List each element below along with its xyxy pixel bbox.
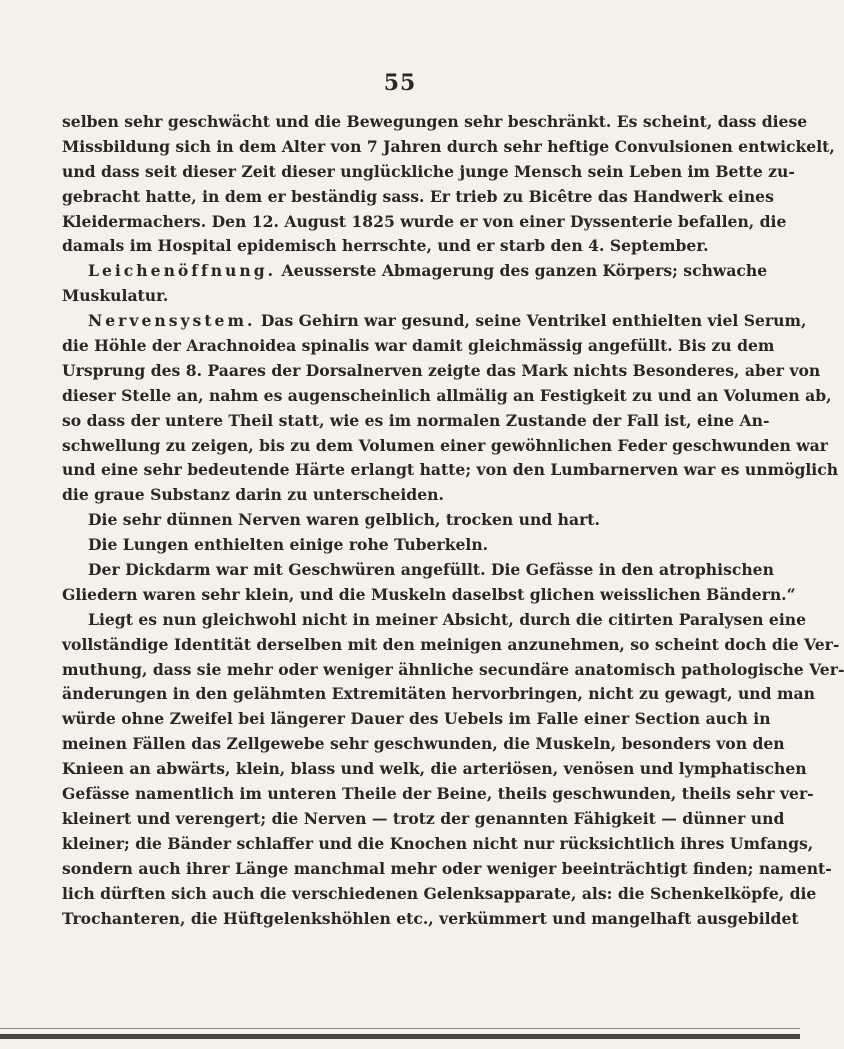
section-heading-leichenoeffnung: Leichenöffnung. bbox=[88, 261, 277, 281]
text-line: so dass der untere Theil statt, wie es im normalen Zustande der Fall ist, eine An- bbox=[62, 410, 770, 430]
text-line: Ursprung des 8. Paares der Dorsalnerven zeigte das Mark nichts Besonderes, aber von bbox=[62, 360, 821, 380]
text-line: die graue Substanz darin zu unterscheiden. bbox=[62, 485, 444, 505]
text-line: und eine sehr bedeutende Härte erlangt hatte; von den Lumbarnerven war es unmöglich bbox=[62, 460, 839, 480]
text-line: Missbildung sich in dem Alter von 7 Jahren durch sehr heftige Convulsionen entwickelt, bbox=[62, 136, 835, 156]
text-line: die Höhle der Arachnoidea spinalis war damit gleichmässig angefüllt. Bis zu dem bbox=[62, 336, 775, 356]
text-line: selben sehr geschwächt und die Bewegungen sehr beschränkt. Es scheint, dass diese bbox=[62, 112, 808, 131]
section-heading-nervensystem: Nervensystem. bbox=[88, 311, 256, 331]
text-line: änderungen in den gelähmten Extremitäten hervorbringen, nicht zu gewagt, und man bbox=[62, 684, 815, 704]
text-line: Kleidermachers. Den 12. August 1825 wurde er von einer Dyssenterie befallen, die bbox=[62, 211, 787, 231]
text-line: und dass seit dieser Zeit dieser unglückliche junge Mensch sein Leben im Bette zu- bbox=[62, 161, 795, 181]
text-line: Gefässe namentlich im unteren Theile der Beine, theils geschwunden, theils sehr ver- bbox=[62, 784, 814, 804]
text-line: damals im Hospital epidemisch herrschte, und er starb den 4. September. bbox=[62, 236, 709, 256]
text-line: dieser Stelle an, nahm es augenscheinlich allmälig an Festigkeit zu und an Volumen ab, bbox=[62, 385, 832, 405]
text-line bbox=[62, 309, 807, 334]
text-line: meinen Fällen das Zellgewebe sehr geschwunden, die Muskeln, besonders von den bbox=[62, 734, 785, 754]
section-text: Aeusserste Abmagerung des ganzen Körpers; schwache bbox=[281, 261, 768, 281]
text-line: Trochanteren, die Hüftgelenkshöhlen etc., verkümmert und mangelhaft ausgebildet bbox=[62, 908, 799, 928]
text-line: würde ohne Zweifel bei längerer Dauer des Uebels im Falle einer Section auch in bbox=[62, 709, 771, 729]
body-text bbox=[62, 110, 844, 931]
text-line: muthung, dass sie mehr oder weniger ähnliche secundäre anatomisch pathologische Ver- bbox=[62, 659, 844, 679]
page-edge-rule bbox=[0, 1034, 800, 1039]
text-line: Die Lungen enthielten einige rohe Tuberkeln. bbox=[88, 535, 489, 555]
text-line: Die sehr dünnen Nerven waren gelblich, trocken und hart. bbox=[88, 510, 600, 530]
text-line: Muskulatur. bbox=[62, 286, 169, 306]
text-line: kleinert und verengert; die Nerven — trotz der genannten Fähigkeit — dünner und bbox=[62, 808, 785, 828]
text-line: gebracht hatte, in dem er beständig sass. Er trieb zu Bicêtre das Handwerk eines bbox=[62, 186, 774, 206]
page-number: 55 bbox=[383, 70, 417, 96]
text-line: Gliedern waren sehr klein, und die Muskeln daselbst glichen weisslichen Bändern.“ bbox=[62, 584, 796, 604]
text-line: vollständige Identität derselben mit den meinigen anzunehmen, so scheint doch die Ver- bbox=[62, 634, 840, 654]
text-line bbox=[62, 259, 768, 284]
section-text: Das Gehirn war gesund, seine Ventrikel enthielten viel Serum, bbox=[260, 311, 807, 331]
text-line: Der Dickdarm war mit Geschwüren angefüllt. Die Gefässe in den atrophischen bbox=[88, 560, 774, 580]
text-line: kleiner; die Bänder schlaffer und die Knochen nicht nur rücksichtlich ihres Umfangs, bbox=[62, 833, 814, 853]
text-line: lich dürften sich auch die verschiedenen Gelenksapparate, als: die Schenkelköpfe, die bbox=[62, 883, 817, 903]
text-line: sondern auch ihrer Länge manchmal mehr oder weniger beeinträchtigt finden; nament- bbox=[62, 858, 832, 878]
text-line: Liegt es nun gleichwohl nicht in meiner Absicht, durch die citirten Paralysen eine bbox=[88, 609, 807, 629]
page-edge-line bbox=[0, 1028, 800, 1029]
text-line: schwellung zu zeigen, bis zu dem Volumen einer gewöhnlichen Feder geschwunden war bbox=[62, 435, 828, 455]
text-line: Knieen an abwärts, klein, blass und welk, die arteriösen, venösen und lymphatischen bbox=[62, 759, 807, 779]
